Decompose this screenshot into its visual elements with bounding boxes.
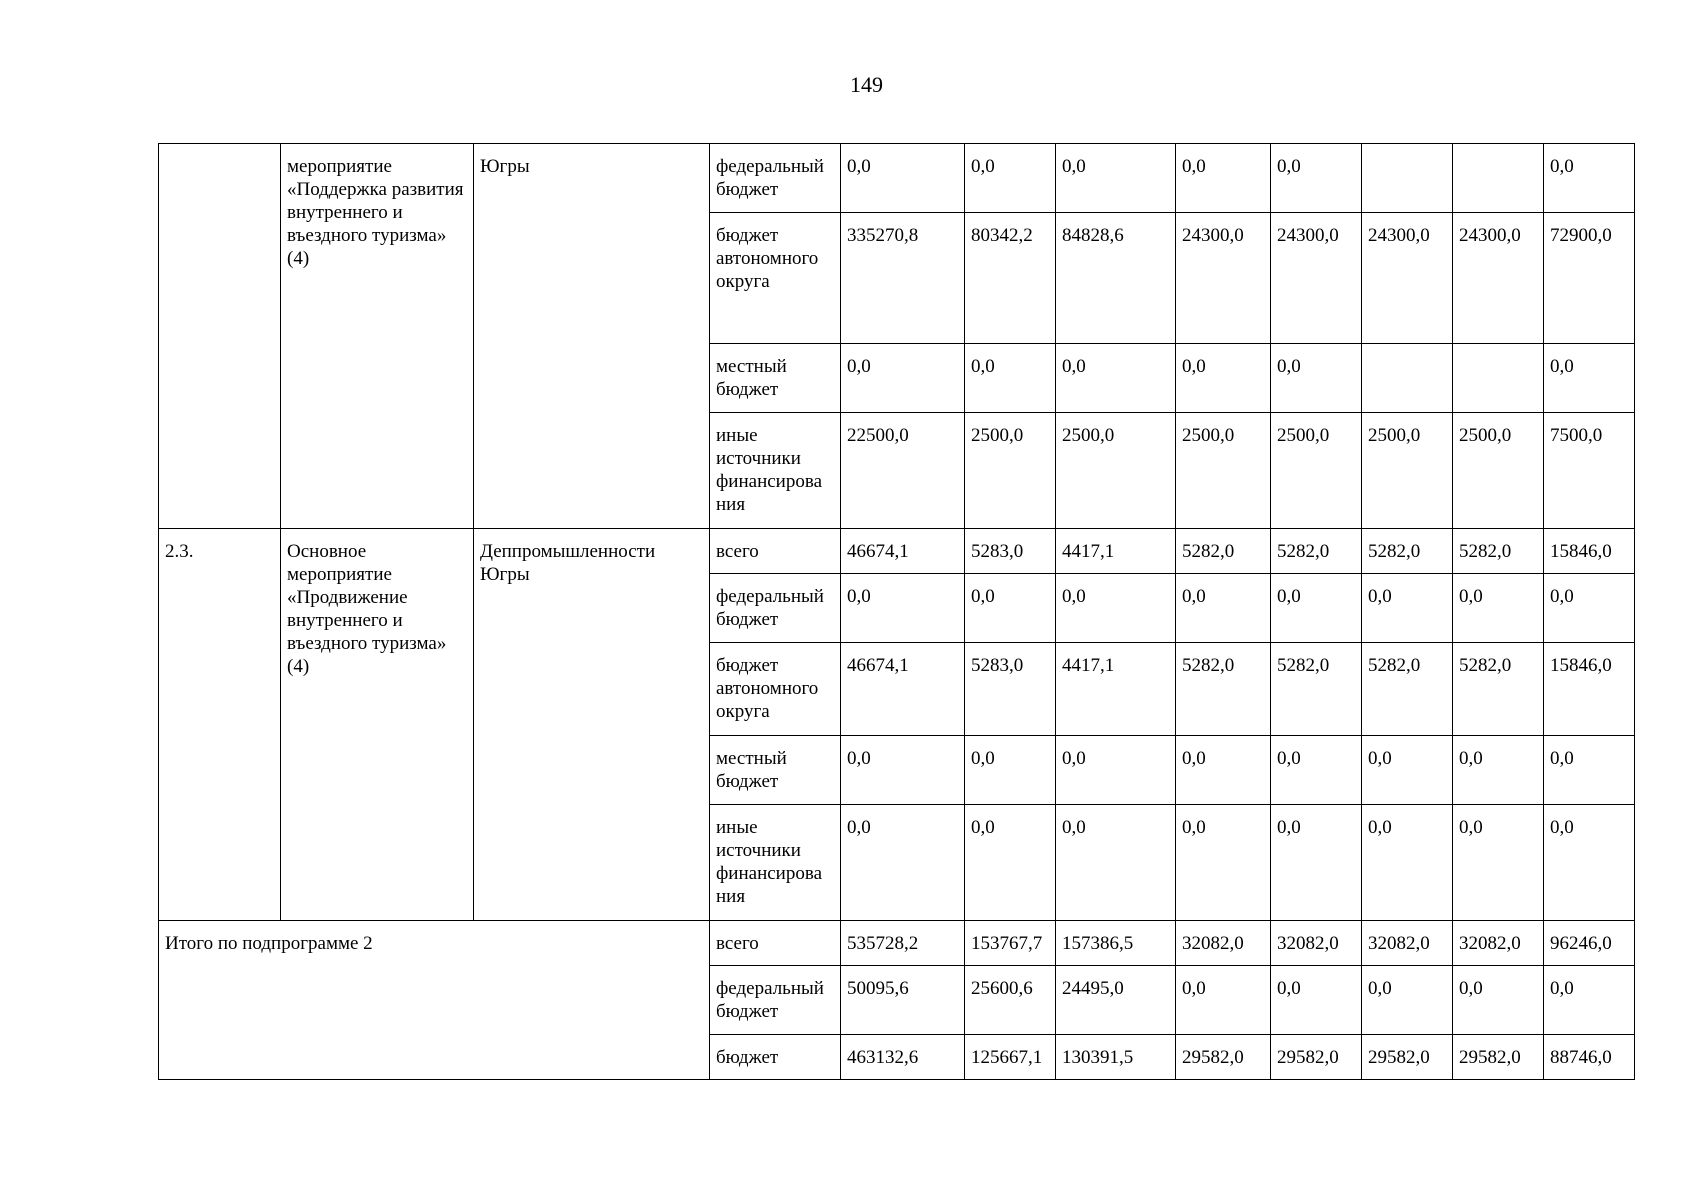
amount-cell: 0,0 [1271,344,1362,413]
funding-source: всего [710,921,841,966]
amount-cell: 88746,0 [1544,1035,1635,1080]
amount-cell: 0,0 [1176,736,1271,805]
amount-cell: 0,0 [1362,805,1453,921]
amount-cell [1453,144,1544,213]
amount-cell: 0,0 [1544,966,1635,1035]
funding-source: всего [710,529,841,574]
amount-cell: 0,0 [1271,805,1362,921]
amount-cell: 84828,6 [1056,213,1176,344]
amount-cell: 0,0 [1056,144,1176,213]
amount-cell: 80342,2 [965,213,1056,344]
page-number: 149 [850,72,883,97]
amount-cell: 5282,0 [1271,643,1362,736]
amount-cell: 5282,0 [1453,529,1544,574]
amount-cell: 153767,7 [965,921,1056,966]
amount-cell: 0,0 [1176,805,1271,921]
amount-cell: 46674,1 [841,529,965,574]
amount-cell: 32082,0 [1453,921,1544,966]
amount-cell: 0,0 [1453,805,1544,921]
amount-cell: 5283,0 [965,643,1056,736]
funding-source: иные источники финансирова ния [710,805,841,921]
amount-cell: 0,0 [1362,966,1453,1035]
amount-cell: 0,0 [1544,805,1635,921]
amount-cell: 0,0 [1271,736,1362,805]
amount-cell: 0,0 [1453,966,1544,1035]
amount-cell: 29582,0 [1453,1035,1544,1080]
item-executor: Деппромышленности Югры [474,529,710,921]
amount-cell: 0,0 [1544,344,1635,413]
amount-cell: 5282,0 [1176,529,1271,574]
amount-cell: 15846,0 [1544,529,1635,574]
amount-cell: 2500,0 [1362,413,1453,529]
amount-cell: 24300,0 [1271,213,1362,344]
amount-cell: 0,0 [1056,574,1176,643]
amount-cell: 0,0 [1453,574,1544,643]
item-name: Основное мероприятие «Продвижение внутреннего и въездного туризма» (4) [281,529,474,921]
amount-cell: 0,0 [1453,736,1544,805]
amount-cell: 2500,0 [1056,413,1176,529]
amount-cell: 29582,0 [1271,1035,1362,1080]
amount-cell: 0,0 [1271,574,1362,643]
funding-source: бюджет автономного округа [710,213,841,344]
item-number [159,144,281,529]
amount-cell: 32082,0 [1362,921,1453,966]
table-row [159,921,1635,966]
amount-cell: 0,0 [1544,144,1635,213]
amount-cell: 0,0 [1271,144,1362,213]
amount-cell: 335270,8 [841,213,965,344]
amount-cell [1362,144,1453,213]
amount-cell: 125667,1 [965,1035,1056,1080]
funding-source: местный бюджет [710,344,841,413]
amount-cell: 0,0 [841,574,965,643]
table-row [159,529,1635,574]
amount-cell: 5282,0 [1362,643,1453,736]
amount-cell: 2500,0 [1271,413,1362,529]
amount-cell: 0,0 [1056,736,1176,805]
amount-cell: 5282,0 [1453,643,1544,736]
amount-cell: 535728,2 [841,921,965,966]
amount-cell: 46674,1 [841,643,965,736]
amount-cell: 0,0 [965,805,1056,921]
amount-cell: 157386,5 [1056,921,1176,966]
amount-cell: 0,0 [1544,736,1635,805]
amount-cell: 0,0 [841,144,965,213]
total-label: Итого по подпрограмме 2 [159,921,710,1080]
amount-cell: 0,0 [1056,805,1176,921]
amount-cell: 50095,6 [841,966,965,1035]
amount-cell: 0,0 [1176,344,1271,413]
amount-cell: 0,0 [1271,966,1362,1035]
amount-cell: 5282,0 [1362,529,1453,574]
amount-cell: 24495,0 [1056,966,1176,1035]
amount-cell: 32082,0 [1176,921,1271,966]
amount-cell: 0,0 [965,344,1056,413]
amount-cell: 25600,6 [965,966,1056,1035]
amount-cell: 4417,1 [1056,529,1176,574]
amount-cell: 32082,0 [1271,921,1362,966]
funding-source: федеральный бюджет [710,966,841,1035]
amount-cell: 2500,0 [965,413,1056,529]
funding-source: федеральный бюджет [710,144,841,213]
amount-cell: 0,0 [1176,574,1271,643]
amount-cell: 0,0 [1362,736,1453,805]
amount-cell: 24300,0 [1176,213,1271,344]
financing-table [158,143,1635,1080]
amount-cell: 0,0 [1056,344,1176,413]
item-number: 2.3. [159,529,281,921]
amount-cell: 463132,6 [841,1035,965,1080]
amount-cell: 2500,0 [1453,413,1544,529]
amount-cell: 15846,0 [1544,643,1635,736]
funding-source: иные источники финансирова ния [710,413,841,529]
amount-cell: 5283,0 [965,529,1056,574]
amount-cell: 2500,0 [1176,413,1271,529]
amount-cell: 72900,0 [1544,213,1635,344]
funding-source: федеральный бюджет [710,574,841,643]
amount-cell: 7500,0 [1544,413,1635,529]
table-row [159,144,1635,213]
amount-cell: 22500,0 [841,413,965,529]
amount-cell: 24300,0 [1453,213,1544,344]
amount-cell [1362,344,1453,413]
amount-cell: 0,0 [841,805,965,921]
amount-cell [1453,344,1544,413]
amount-cell: 0,0 [841,736,965,805]
amount-cell: 29582,0 [1362,1035,1453,1080]
funding-source: местный бюджет [710,736,841,805]
amount-cell: 5282,0 [1271,529,1362,574]
item-name: мероприятие «Поддержка развития внутреннего и въездного туризма» (4) [281,144,474,529]
amount-cell: 96246,0 [1544,921,1635,966]
funding-source: бюджет [710,1035,841,1080]
amount-cell: 4417,1 [1056,643,1176,736]
amount-cell: 130391,5 [1056,1035,1176,1080]
amount-cell: 0,0 [1544,574,1635,643]
amount-cell: 0,0 [1176,144,1271,213]
amount-cell: 24300,0 [1362,213,1453,344]
amount-cell: 29582,0 [1176,1035,1271,1080]
amount-cell: 0,0 [965,574,1056,643]
amount-cell: 5282,0 [1176,643,1271,736]
amount-cell: 0,0 [1362,574,1453,643]
amount-cell: 0,0 [1176,966,1271,1035]
item-executor: Югры [474,144,710,529]
amount-cell: 0,0 [841,344,965,413]
amount-cell: 0,0 [965,144,1056,213]
funding-source: бюджет автономного округа [710,643,841,736]
amount-cell: 0,0 [965,736,1056,805]
